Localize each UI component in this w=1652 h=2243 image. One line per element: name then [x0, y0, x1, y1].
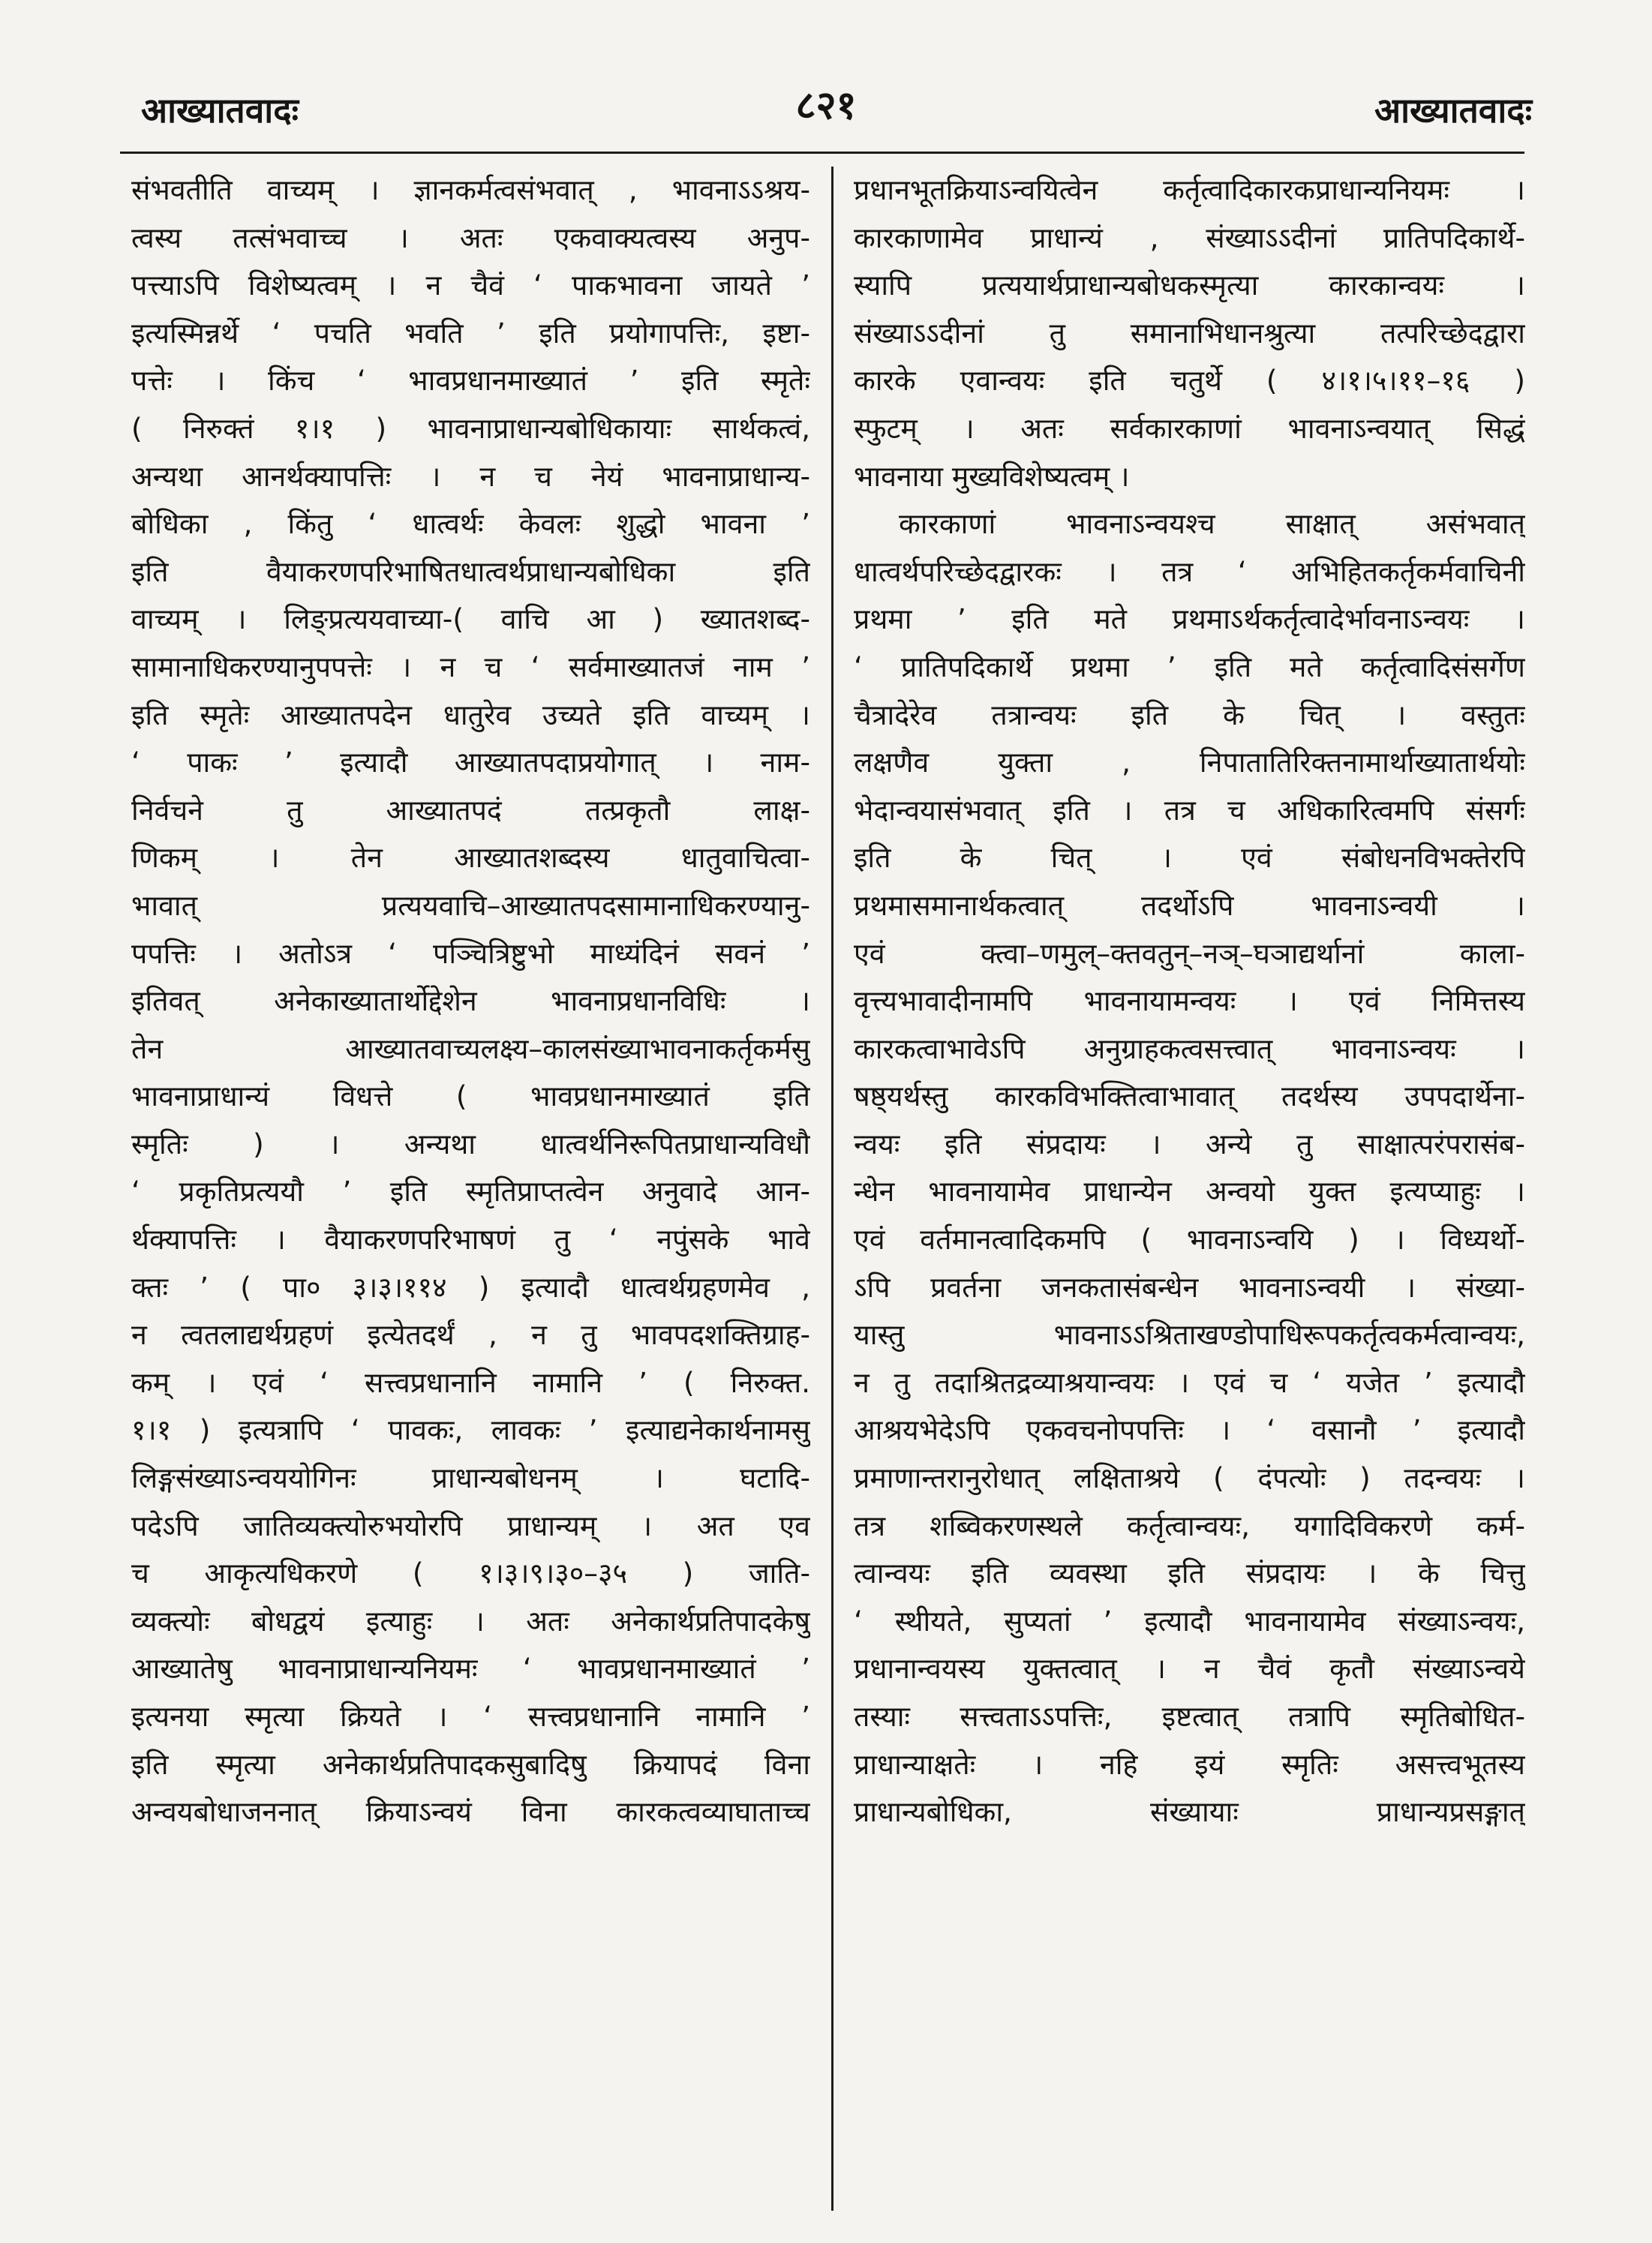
right-column-line: ‘ प्रातिपदिकार्थे प्रथमा ’ इति मते कर्तृत्वादिसंसर्गेण	[854, 650, 1525, 683]
right-column-line: प्राधान्याक्षतेः । नहि इयं स्मृतिः असत्त्वभूतस्य	[854, 1747, 1525, 1781]
right-column-line: यास्तु भावनाऽऽश्रिताखण्डोपाधिरूपकर्तृत्वकर्मत्वान्वयः,	[854, 1318, 1525, 1352]
right-column-line: प्रधानभूतक्रियाऽन्वयित्वेन कर्तृत्वादिकारकप्राधान्यनियमः ।	[854, 173, 1525, 206]
right-column-line: कारके एवान्वयः इति चतुर्थे ( ४।१।५।११–१६ )	[854, 364, 1525, 398]
right-column-line: षष्ठ्यर्थस्तु कारकविभक्तित्वाभावात् तदर्थस्य उपपदार्थेना-	[854, 1079, 1525, 1113]
left-column-line: न त्वतलाद्यर्थग्रहणं इत्येतदर्थं , न तु भावपदशक्तिग्राह-	[131, 1318, 810, 1352]
left-column-line: इति वैयाकरणपरिभाषितधात्वर्थप्राधान्यबोधिका इति	[131, 554, 810, 588]
header-rule	[120, 152, 1524, 154]
right-column-line: भावनाया मुख्यविशेष्यत्वम् ।	[854, 459, 1130, 493]
right-column-line: धात्वर्थपरिच्छेदद्वारकः । तत्र ‘ अभिहितकर्तृकर्मवाचिनी	[854, 554, 1525, 588]
left-column-line: इत्यनया स्मृत्या क्रियते । ‘ सत्त्वप्रधानानि नामानि ’	[131, 1700, 810, 1733]
page-header	[113, 64, 1539, 146]
right-column-line: त्वान्वयः इति व्यवस्था इति संप्रदायः । के चित्तु	[854, 1557, 1525, 1590]
right-column-line: वृत्त्यभावादीनामपि भावनायामन्वयः । एवं निमित्तस्य	[854, 984, 1525, 1018]
left-column-line: वाच्यम् । लिङ्प्रत्ययवाच्या-( वाचि आ ) ख्यातशब्द-	[131, 602, 810, 636]
left-column-line: इति स्मृतेः आख्यातपदेन धातुरेव उच्यते इति वाच्यम् ।	[131, 698, 810, 731]
right-column-line: स्फुटम् । अतः सर्वकारकाणां भावनाऽन्वयात् सिद्धं	[854, 411, 1525, 445]
left-column-line: पत्तेः । किंच ‘ भावप्रधानमाख्यातं ’ इति स्मृतेः	[131, 364, 810, 398]
left-column-line: संभवतीति वाच्यम् । ज्ञानकर्मत्वसंभवात् , भावनाऽऽश्रय-	[131, 173, 810, 206]
left-column-line: भावनाप्राधान्यं विधत्ते ( भावप्रधानमाख्यातं इति	[131, 1079, 810, 1113]
left-column-line: १।१ ) इत्यत्रापि ‘ पावकः, लावकः ’ इत्याद्यनेकार्थनामसु	[131, 1413, 810, 1447]
left-column-line: इति स्मृत्या अनेकार्थप्रतिपादकसुबादिषु क्रियापदं विना	[131, 1747, 810, 1781]
right-column-line: एवं वर्तमानत्वादिकमपि ( भावनाऽन्वयि ) । विध्यर्थो-	[854, 1223, 1525, 1257]
right-column-line: ऽपि प्रवर्तना जनकतासंबन्धेन भावनाऽन्वयी । संख्या-	[854, 1270, 1525, 1304]
left-column-line: क्तः ’ ( पा० ३।३।११४ ) इत्यादौ धात्वर्थग्रहणमेव ,	[131, 1270, 810, 1304]
right-column-line: लक्षणैव युक्ता , निपातातिरिक्तनामार्थाख्यातार्थयोः	[854, 746, 1525, 779]
right-column-line: कारकत्वाभावेऽपि अनुग्राहकत्वसत्त्वात् भावनाऽन्वयः ।	[854, 1031, 1525, 1065]
left-column	[131, 167, 810, 2192]
right-column-line: तत्र शब्विकरणस्थले कर्तृत्वान्वयः, यगादिविकरणे कर्म-	[854, 1509, 1525, 1542]
left-column-line: निर्वचने तु आख्यातपदं तत्प्रकृतौ लाक्ष-	[131, 793, 810, 827]
right-column-line: कारकाणां भावनाऽन्वयश्च साक्षात् असंभवात्	[899, 507, 1525, 541]
left-column-line: कम् । एवं ‘ सत्त्वप्रधानानि नामानि ’ ( निरुक्त.	[131, 1365, 810, 1399]
right-column-line: आश्रयभेदेऽपि एकवचनोपपत्तिः । ‘ वसानौ ’ इत्यादौ	[854, 1413, 1525, 1447]
running-head-right: आख्यातवादः	[1374, 90, 1532, 131]
left-column-line: ‘ पाकः ’ इत्यादौ आख्यातपदाप्रयोगात् । नाम-	[131, 746, 810, 779]
left-column-line: आख्यातेषु भावनाप्राधान्यनियमः ‘ भावप्रधानमाख्यातं ’	[131, 1652, 810, 1686]
left-column-line: ( निरुक्तं १।१ ) भावनाप्राधान्यबोधिकायाः सार्थकत्वं,	[131, 411, 810, 445]
left-column-line: अन्वयबोधाजननात् क्रियाऽन्वयं विना कारकत्वव्याघाताच्च	[131, 1795, 810, 1829]
right-column-line: न्वयः इति संप्रदायः । अन्ये तु साक्षात्परंपरासंब-	[854, 1127, 1525, 1161]
right-column-line: प्रथमासमानार्थकत्वात् तदर्थोऽपि भावनाऽन्वयी ।	[854, 888, 1525, 922]
right-column-line: चैत्रादेरेव तत्रान्वयः इति के चित् । वस्तुतः	[854, 698, 1525, 731]
left-column-line: बोधिका , किंतु ‘ धात्वर्थः केवलः शुद्धो भावना ’	[131, 507, 810, 541]
left-column-line: व्यक्त्योः बोधद्वयं इत्याहुः । अतः अनेकार्थप्रतिपादकेषु	[131, 1604, 810, 1638]
left-column-line: त्वस्य तत्संभवाच्च । अतः एकवाक्यत्वस्य अनुप-	[131, 221, 810, 254]
running-head-left: आख्यातवादः	[141, 90, 299, 131]
right-column-line: प्राधान्यबोधिका, संख्यायाः प्राधान्यप्रसङ्गात्	[854, 1795, 1525, 1829]
left-column-line: स्मृतिः ) । अन्यथा धात्वर्थनिरूपितप्राधान्यविधौ	[131, 1127, 810, 1161]
page-number: ८२१	[795, 83, 857, 128]
left-column-line: तेन आख्यातवाच्यलक्ष्य–कालसंख्याभावनाकर्तृकर्मसु	[131, 1031, 810, 1065]
right-column-line: ‘ स्थीयते, सुप्यतां ’ इत्यादौ भावनायामेव संख्याऽन्वयः,	[854, 1604, 1525, 1638]
left-column-line: णिकम् । तेन आख्यातशब्दस्य धातुवाचित्वा-	[131, 841, 810, 875]
left-column-line: सामानाधिकरण्यानुपपत्तेः । न च ‘ सर्वमाख्यातजं नाम ’	[131, 650, 810, 683]
right-column-line: प्रमाणान्तरानुरोधात् लक्षिताश्रये ( दंपत्योः ) तदन्वयः ।	[854, 1461, 1525, 1495]
left-column-line: च आकृत्यधिकरणे ( १।३।९।३०–३५ ) जाति-	[131, 1557, 810, 1590]
right-column-line: स्यापि प्रत्ययार्थप्राधान्यबोधकस्मृत्या कारकान्वयः ।	[854, 269, 1525, 302]
column-divider	[831, 167, 834, 2211]
left-column-line: इतिवत् अनेकाख्यातार्थोद्देशेन भावनाप्रधानविधिः ।	[131, 984, 810, 1018]
right-column	[854, 167, 1525, 2192]
right-column-line: न्धेन भावनायामेव प्राधान्येन अन्वयो युक्त इत्यप्याहुः ।	[854, 1175, 1525, 1209]
right-column-line: न तु तदाश्रितद्रव्याश्रयान्वयः । एवं च ‘ यजेत ’ इत्यादौ	[854, 1365, 1525, 1399]
left-column-line: पदेऽपि जातिव्यक्त्योरुभयोरपि प्राधान्यम् । अत एव	[131, 1509, 810, 1542]
left-column-line: भावात् प्रत्ययवाचि–आख्यातपदसामानाधिकरण्यानु-	[131, 888, 810, 922]
right-column-line: कारकाणामेव प्राधान्यं , संख्याऽऽदीनां प्रातिपदिकार्थे-	[854, 221, 1525, 254]
right-column-line: इति के चित् । एवं संबोधनविभक्तेरपि	[854, 841, 1525, 875]
right-column-line: प्रथमा ’ इति मते प्रथमाऽर्थकर्तृत्वादेर्भावनाऽन्वयः ।	[854, 602, 1525, 636]
left-column-line: पपत्तिः । अतोऽत्र ‘ पञ्चित्रिष्टुभो माध्यंदिनं सवनं ’	[131, 936, 810, 970]
left-column-line: ‘ प्रकृतिप्रत्ययौ ’ इति स्मृतिप्राप्तत्वेन अनुवादे आन-	[131, 1175, 810, 1209]
right-column-line: संख्याऽऽदीनां तु समानाभिधानश्रुत्या तत्परिच्छेदद्वारा	[854, 316, 1525, 350]
left-column-line: पत्त्याऽपि विशेष्यत्वम् । न चैवं ‘ पाकभावना जायते ’	[131, 269, 810, 302]
left-column-line: र्थक्यापत्तिः । वैयाकरणपरिभाषणं तु ‘ नपुंसके भावे	[131, 1223, 810, 1257]
right-column-line: तस्याः सत्त्वताऽऽपत्तिः, इष्टत्वात् तत्रापि स्मृतिबोधित-	[854, 1700, 1525, 1733]
right-column-line: प्रधानान्वयस्य युक्तत्वात् । न चैवं कृतौ संख्याऽन्वये	[854, 1652, 1525, 1686]
right-column-line: एवं क्त्वा–णमुल्–क्तवतुन्–नञ्–घञाद्यर्थानां काला-	[854, 936, 1525, 970]
left-column-line: अन्यथा आनर्थक्यापत्तिः । न च नेयं भावनाप्राधान्य-	[131, 459, 810, 493]
left-column-line: लिङ्गसंख्याऽन्वययोगिनः प्राधान्यबोधनम् । घटादि-	[131, 1461, 810, 1495]
right-column-line: भेदान्वयासंभवात् इति । तत्र च अधिकारित्वमपि संसर्गः	[854, 793, 1525, 827]
left-column-line: इत्यस्मिन्नर्थे ‘ पचति भवति ’ इति प्रयोगापत्तिः, इष्टा-	[131, 316, 810, 350]
